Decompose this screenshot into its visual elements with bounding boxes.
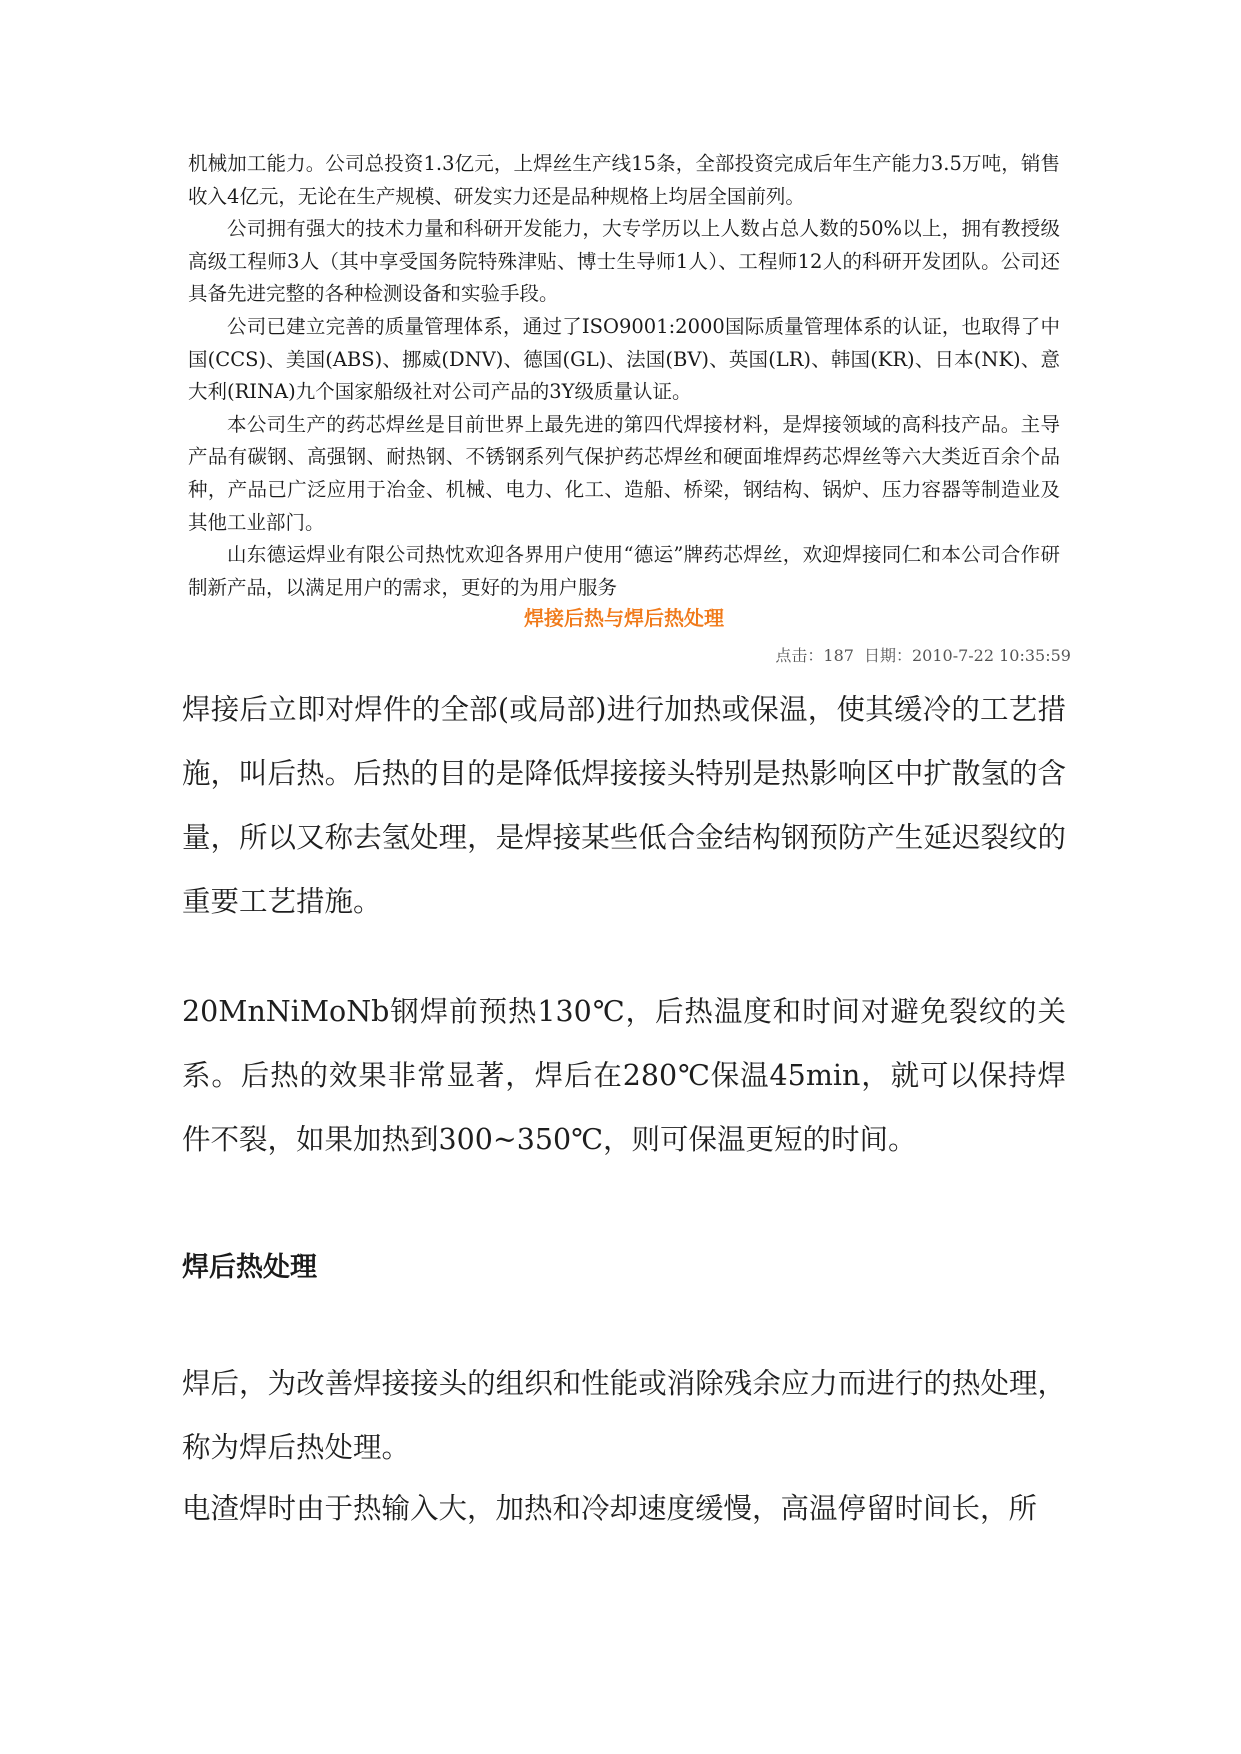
body-paragraph: 焊接后立即对焊件的全部(或局部)进行加热或保温，使其缓冷的工艺措施，叫后热。后热的目的是降低焊接接头特别是热影响区中扩散氢的含量，所以又称去氢处理，是焊接某些低合金结构钢预防产生延迟裂纹的重要工艺措施。 <box>182 693 1066 918</box>
intro-paragraph: 机械加工能力。公司总投资1.3亿元，上焊丝生产线15条，全部投资完成后年生产能力3.5万吨，销售收入4亿元，无论在生产规模、研发实力还是品种规格上均居全国前列。 <box>188 152 1060 208</box>
intro-paragraph: 公司拥有强大的技术力量和科研开发能力，大专学历以上人数占总人数的50%以上，拥有教授级高级工程师3人（其中享受国务院特殊津贴、博士生导师1人）、工程师12人的科研开发团队。公司还具备先进完整的各种检测设备和实验手段。 <box>188 217 1060 306</box>
body-paragraph: 20MnNiMoNb钢焊前预热130℃，后热温度和时间对避免裂纹的关系。后热的效果非常显著，焊后在280℃保温45min，就可以保持焊件不裂，如果加热到300~350℃，则可保温更短的时间。 <box>182 995 1066 1156</box>
click-count: 点击：187 <box>775 646 854 665</box>
intro-paragraph: 山东德运焊业有限公司热忱欢迎各界用户使用“德运”牌药芯焊丝，欢迎焊接同仁和本公司合作研制新产品，以满足用户的需求，更好的为用户服务 <box>188 543 1060 599</box>
publish-date: 日期：2010-7-22 10:35:59 <box>863 646 1071 665</box>
body-paragraph: 电渣焊时由于热输入大，加热和冷却速度缓慢，高温停留时间长，所 <box>182 1492 1038 1525</box>
body-paragraph: 焊后，为改善焊接接头的组织和性能或消除残余应力而进行的热处理，称为焊后热处理。 <box>182 1367 1066 1464</box>
company-intro <box>188 148 1060 604</box>
intro-paragraph: 公司已建立完善的质量管理体系，通过了ISO9001:2000国际质量管理体系的认证，也取得了中国(CCS)、美国(ABS)、挪威(DNV)、德国(GL)、法国(BV)、英国(LR)、韩国(KR)、日本(NK)、意大利(RINA)九个国家船级社对公司产品的3Y级质量认证。 <box>188 314 1060 404</box>
article-meta <box>775 645 1071 667</box>
section-heading: 焊后热处理 <box>182 1252 317 1283</box>
intro-paragraph: 本公司生产的药芯焊丝是目前世界上最先进的第四代焊接材料，是焊接领域的高科技产品。主导产品有碳钢、高强钢、耐热钢、不锈钢系列气保护药芯焊丝和硬面堆焊药芯焊丝等六大类近百余个品种，产品已广泛应用于冶金、机械、电力、化工、造船、桥梁，钢结构、锅炉、压力容器等制造业及其他工业部门。 <box>188 412 1060 534</box>
article-title: 焊接后热与焊后热处理 <box>524 606 724 630</box>
